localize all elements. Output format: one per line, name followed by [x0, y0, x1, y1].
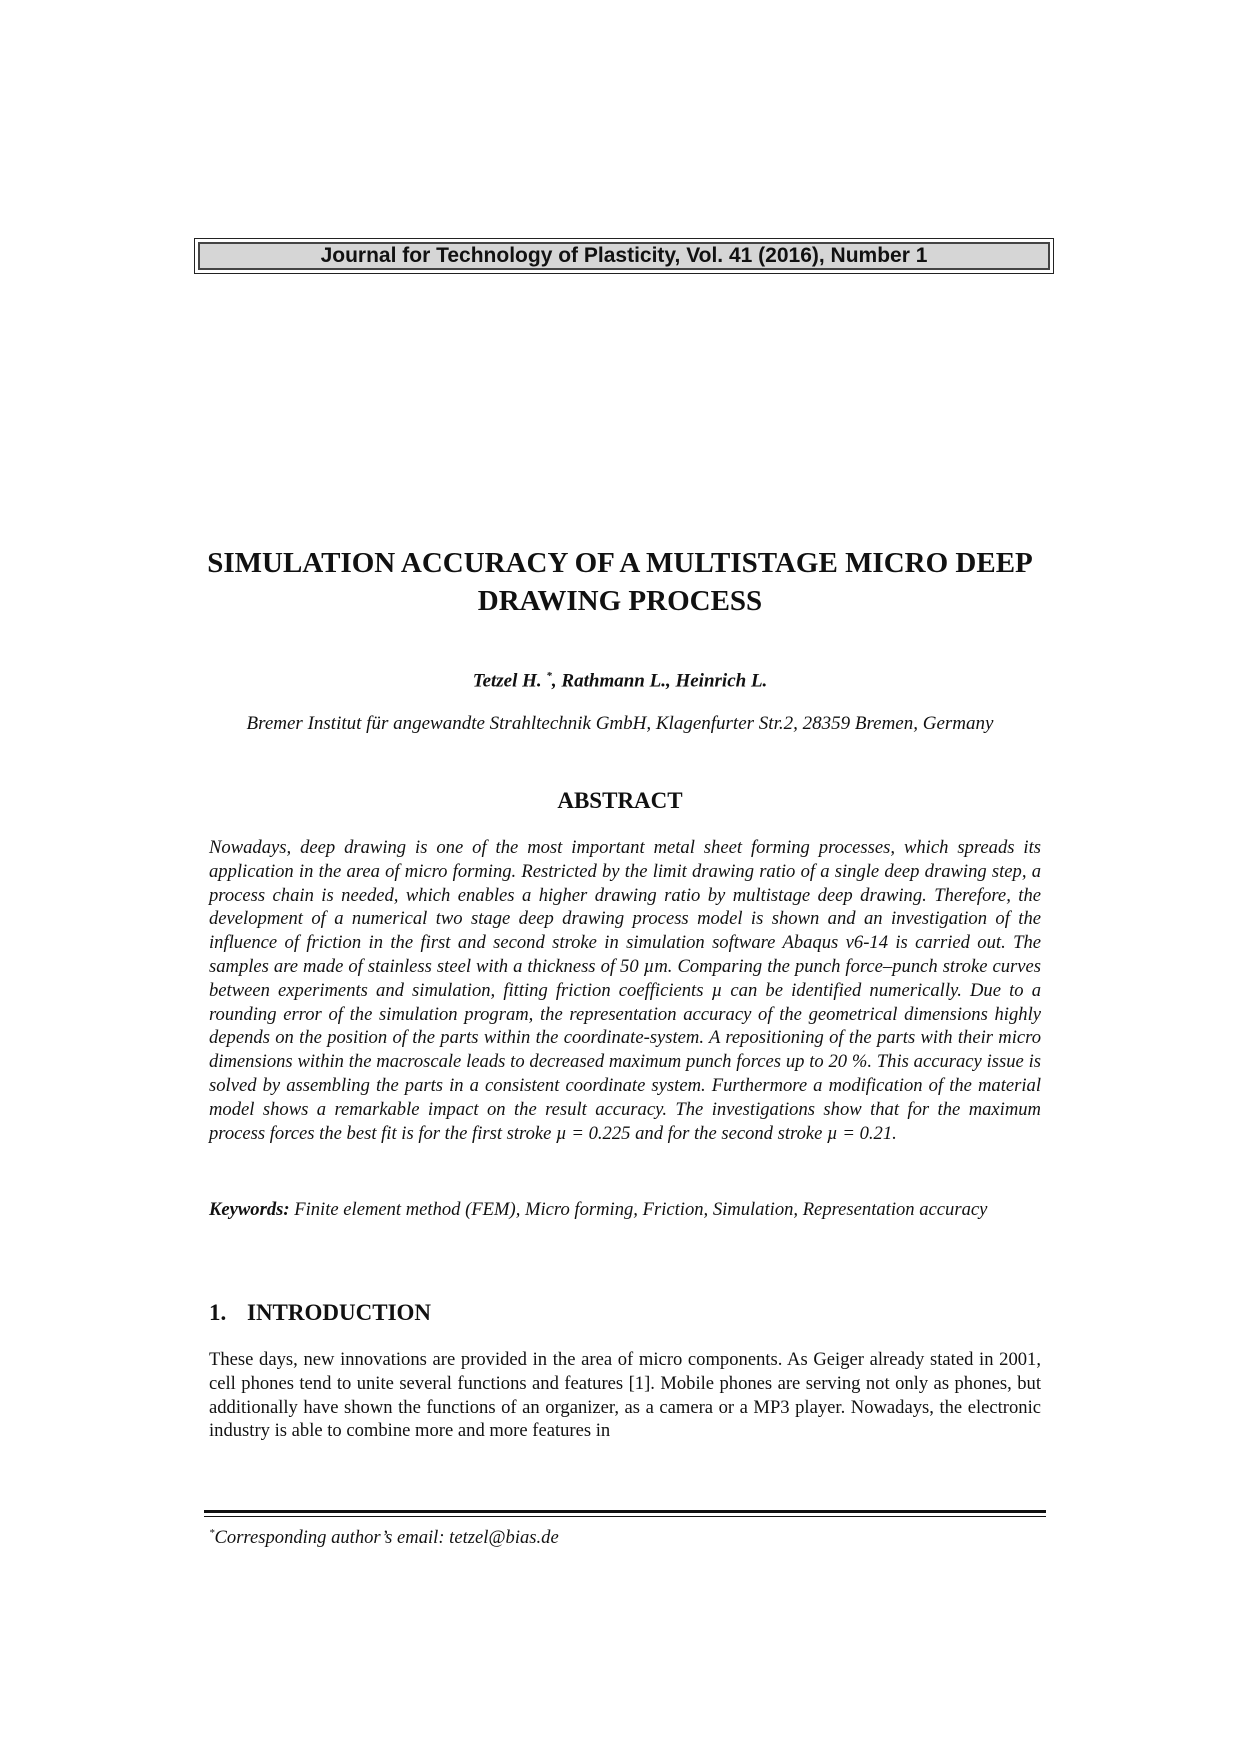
footnote-marker: * — [209, 1527, 215, 1539]
footnote — [209, 1521, 559, 1550]
section-heading-introduction — [209, 1298, 431, 1328]
section-title: INTRODUCTION — [247, 1300, 432, 1325]
keywords — [209, 1198, 1041, 1222]
footnote-divider — [204, 1510, 1046, 1517]
corresponding-author-marker: * — [546, 670, 552, 682]
journal-header-box — [194, 238, 1054, 274]
journal-header: Journal for Technology of Plasticity, Vol. 41 (2016), Number 1 — [320, 244, 928, 267]
keywords-list: Finite element method (FEM), Micro forming, Friction, Simulation, Representation accuracy — [289, 1199, 988, 1220]
author-line — [150, 664, 1090, 693]
other-authors: , Rathmann L., Heinrich L. — [551, 670, 768, 692]
abstract-text: Nowadays, deep drawing is one of the most important metal sheet forming processes, which spreads its application in the area of micro forming. Restricted by the limit drawing ratio of a single deep drawing step, a process chain is needed, which enables a higher drawing ratio by multistage deep drawing. Therefore, the development of a numerical two stage deep drawing process model is shown and an investigation of the influence of friction in the first and second stroke in simulation software Abaqus v6-14 is carried out. The samples are made of stainless steel with a thickness of 50 µm. Comparing the punch force–punch stroke curves between experiments and simulation, fitting friction coefficients µ can be identified numerically. Due to a rounding error of the simulation program, the representation accuracy of the geometrical dimensions highly depends on the position of the parts within the coordinate-system. A repositioning of the parts with their micro dimensions within the macroscale leads to decreased maximum punch forces up to 20 %. This accuracy issue is solved by assembling the parts in a consistent coordinate system. Furthermore a modification of the material model shows a remarkable impact on the result accuracy. The investigations show that for the maximum process forces the best fit is for the first stroke µ = 0.225 and for the second stroke µ = 0.21. — [209, 837, 1041, 1144]
section-number: 1. — [209, 1300, 227, 1325]
affiliation: Bremer Institut für angewandte Strahltechnik GmbH, Klagenfurter Str.2, 28359 Bremen, Germany — [246, 713, 994, 734]
introduction-text: These days, new innovations are provided in the area of micro components. As Geiger already stated in 2001, cell phones tend to unite several functions and features [1]. Mobile phones are serving not only as phones, but additionally have shown the functions of an organizer, as a camera or a MP3 player. Nowadays, the electronic industry is able to combine more and more features in — [209, 1349, 1041, 1442]
journal-header-band — [198, 242, 1050, 270]
keywords-label: Keywords: — [209, 1199, 290, 1220]
abstract-heading: ABSTRACT — [557, 788, 683, 813]
first-author: Tetzel H. — [472, 670, 542, 692]
footnote-text: Corresponding author’s email: tetzel@bias.de — [214, 1527, 559, 1549]
paper-title: SIMULATION ACCURACY OF A MULTISTAGE MICRO DEEP DRAWING PROCESS — [207, 547, 1033, 617]
